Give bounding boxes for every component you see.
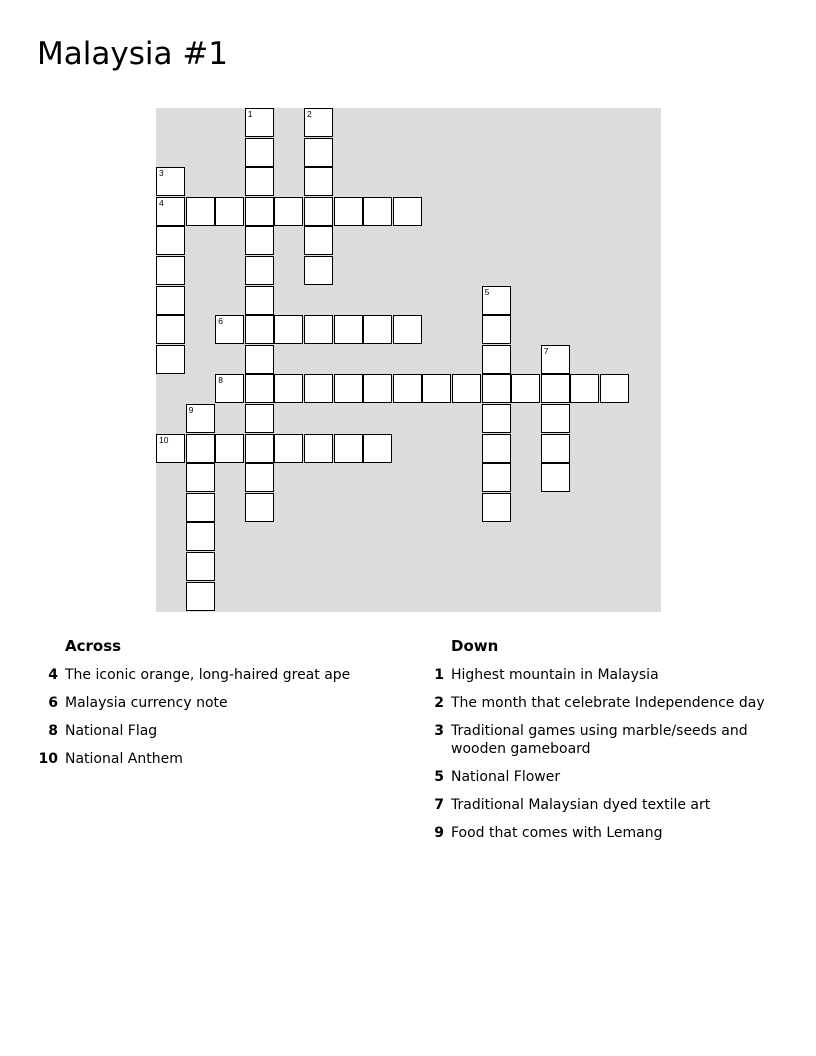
clue-number: 5 bbox=[434, 769, 444, 785]
grid-cell[interactable] bbox=[334, 197, 363, 226]
grid-cell[interactable] bbox=[245, 434, 274, 463]
grid-cell[interactable] bbox=[186, 522, 215, 551]
grid-cell[interactable] bbox=[215, 434, 244, 463]
grid-cell[interactable] bbox=[156, 286, 185, 315]
grid-cell[interactable] bbox=[570, 374, 599, 403]
grid-cell[interactable] bbox=[245, 256, 274, 285]
clue-text: National Flag bbox=[65, 723, 158, 739]
clue-number: 10 bbox=[38, 751, 58, 767]
cell-number: 9 bbox=[188, 405, 194, 415]
grid-cell[interactable] bbox=[304, 226, 333, 255]
grid-cell[interactable] bbox=[156, 256, 185, 285]
grid-cell[interactable] bbox=[186, 582, 215, 611]
grid-cell[interactable] bbox=[452, 374, 481, 403]
grid-cell[interactable] bbox=[245, 315, 274, 344]
cell-number: 4 bbox=[159, 197, 164, 208]
grid-cell[interactable] bbox=[304, 167, 333, 196]
grid-cell[interactable] bbox=[156, 197, 185, 226]
grid-cell[interactable] bbox=[245, 493, 274, 522]
grid-cell[interactable] bbox=[363, 315, 392, 344]
grid-cell[interactable] bbox=[541, 434, 570, 463]
grid-cell[interactable] bbox=[245, 108, 274, 137]
grid-cell[interactable] bbox=[482, 315, 511, 344]
grid-cell[interactable] bbox=[156, 345, 185, 374]
clue-number: 8 bbox=[48, 723, 58, 739]
grid-cell[interactable] bbox=[245, 404, 274, 433]
down-clue-9 bbox=[416, 824, 796, 842]
down-clue-3 bbox=[416, 722, 796, 758]
clue-text: Malaysia currency note bbox=[65, 695, 228, 711]
grid-cell[interactable] bbox=[511, 374, 540, 403]
grid-cell[interactable] bbox=[274, 434, 303, 463]
grid-cell[interactable] bbox=[304, 108, 333, 137]
clue-text: National Anthem bbox=[65, 751, 183, 767]
grid-cell[interactable] bbox=[245, 286, 274, 315]
grid-cell[interactable] bbox=[156, 315, 185, 344]
grid-cell[interactable] bbox=[186, 434, 215, 463]
clue-text: National Flower bbox=[451, 769, 561, 785]
clue-number: 9 bbox=[434, 825, 444, 841]
clue-text: Food that comes with Lemang bbox=[451, 825, 663, 841]
grid-cell[interactable] bbox=[215, 374, 244, 403]
grid-cell[interactable] bbox=[304, 256, 333, 285]
cell-number: 10 bbox=[159, 434, 169, 445]
clue-number: 4 bbox=[48, 667, 58, 683]
cell-number: 8 bbox=[218, 375, 223, 386]
clue-text: The iconic orange, long-haired great ape bbox=[65, 667, 351, 683]
grid-cell[interactable] bbox=[245, 345, 274, 374]
grid-cell[interactable] bbox=[274, 197, 303, 226]
clue-number: 2 bbox=[434, 695, 444, 711]
clue-number: 3 bbox=[434, 723, 444, 739]
grid-cell[interactable] bbox=[482, 374, 511, 403]
across-clue-4 bbox=[30, 666, 410, 684]
grid-cell[interactable] bbox=[245, 463, 274, 492]
grid-cell[interactable] bbox=[304, 315, 333, 344]
grid-cell[interactable] bbox=[245, 374, 274, 403]
grid-cell[interactable] bbox=[186, 463, 215, 492]
across-clue-list bbox=[30, 666, 410, 768]
clue-text: The month that celebrate Independence day bbox=[451, 695, 765, 711]
grid-cell[interactable] bbox=[541, 463, 570, 492]
down-clue-list bbox=[416, 666, 796, 842]
grid-cell[interactable] bbox=[600, 374, 629, 403]
grid-cell[interactable] bbox=[334, 374, 363, 403]
grid-cell[interactable] bbox=[186, 552, 215, 581]
grid-cell[interactable] bbox=[245, 226, 274, 255]
cell-number: 7 bbox=[543, 345, 549, 356]
grid-cell[interactable] bbox=[393, 197, 422, 226]
grid-cell[interactable] bbox=[393, 315, 422, 344]
grid-cell[interactable] bbox=[334, 434, 363, 463]
cell-number: 6 bbox=[218, 316, 223, 327]
grid-cell[interactable] bbox=[482, 286, 511, 315]
grid-cell[interactable] bbox=[186, 404, 215, 433]
clue-text: Highest mountain in Malaysia bbox=[451, 667, 659, 683]
grid-cell[interactable] bbox=[304, 374, 333, 403]
grid-cell[interactable] bbox=[156, 167, 185, 196]
cell-number: 5 bbox=[484, 286, 490, 297]
grid-cell[interactable] bbox=[363, 197, 392, 226]
grid-cell[interactable] bbox=[304, 138, 333, 167]
across-clue-8 bbox=[30, 722, 410, 740]
grid-cell[interactable] bbox=[274, 374, 303, 403]
cell-number: 3 bbox=[159, 168, 164, 179]
grid-cell[interactable] bbox=[482, 404, 511, 433]
across-clues bbox=[30, 636, 410, 778]
grid-cell[interactable] bbox=[245, 197, 274, 226]
grid-cell[interactable] bbox=[274, 315, 303, 344]
down-clues bbox=[416, 636, 796, 852]
clue-text: Traditional games using marble/seeds and wooden gameboard bbox=[451, 723, 748, 757]
grid-cell[interactable] bbox=[186, 197, 215, 226]
grid-cell[interactable] bbox=[245, 138, 274, 167]
clue-number: 1 bbox=[434, 667, 444, 683]
clue-number: 7 bbox=[434, 797, 444, 813]
grid-cell[interactable] bbox=[304, 197, 333, 226]
grid-cell[interactable] bbox=[215, 197, 244, 226]
down-clue-1 bbox=[416, 666, 796, 684]
grid-cell[interactable] bbox=[304, 434, 333, 463]
clue-number: 6 bbox=[48, 695, 58, 711]
grid-cell[interactable] bbox=[215, 315, 244, 344]
down-clue-5 bbox=[416, 768, 796, 786]
grid-cell[interactable] bbox=[541, 345, 570, 374]
puzzle-title: Malaysia #1 bbox=[37, 36, 229, 72]
clue-text: Traditional Malaysian dyed textile art bbox=[451, 797, 711, 813]
grid-cell[interactable] bbox=[334, 315, 363, 344]
grid-cell[interactable] bbox=[245, 167, 274, 196]
grid-cell[interactable] bbox=[393, 374, 422, 403]
cell-number: 1 bbox=[247, 109, 253, 119]
grid-cell[interactable] bbox=[156, 434, 185, 463]
grid-cell[interactable] bbox=[482, 345, 511, 374]
grid-cell[interactable] bbox=[156, 226, 185, 255]
grid-cell[interactable] bbox=[363, 434, 392, 463]
grid-cell[interactable] bbox=[482, 493, 511, 522]
across-clue-6 bbox=[30, 694, 410, 712]
grid-cell[interactable] bbox=[363, 374, 392, 403]
down-clue-2 bbox=[416, 694, 796, 712]
grid-cell[interactable] bbox=[186, 493, 215, 522]
grid-cell[interactable] bbox=[541, 404, 570, 433]
across-clue-10 bbox=[30, 750, 410, 768]
grid-cell[interactable] bbox=[482, 434, 511, 463]
crossword-grid bbox=[156, 108, 661, 612]
down-heading: Down bbox=[451, 637, 499, 655]
across-heading: Across bbox=[65, 637, 122, 655]
cell-number: 2 bbox=[307, 109, 312, 119]
down-clue-7 bbox=[416, 796, 796, 814]
grid-cell[interactable] bbox=[482, 463, 511, 492]
grid-cell[interactable] bbox=[541, 374, 570, 403]
grid-cell[interactable] bbox=[422, 374, 451, 403]
